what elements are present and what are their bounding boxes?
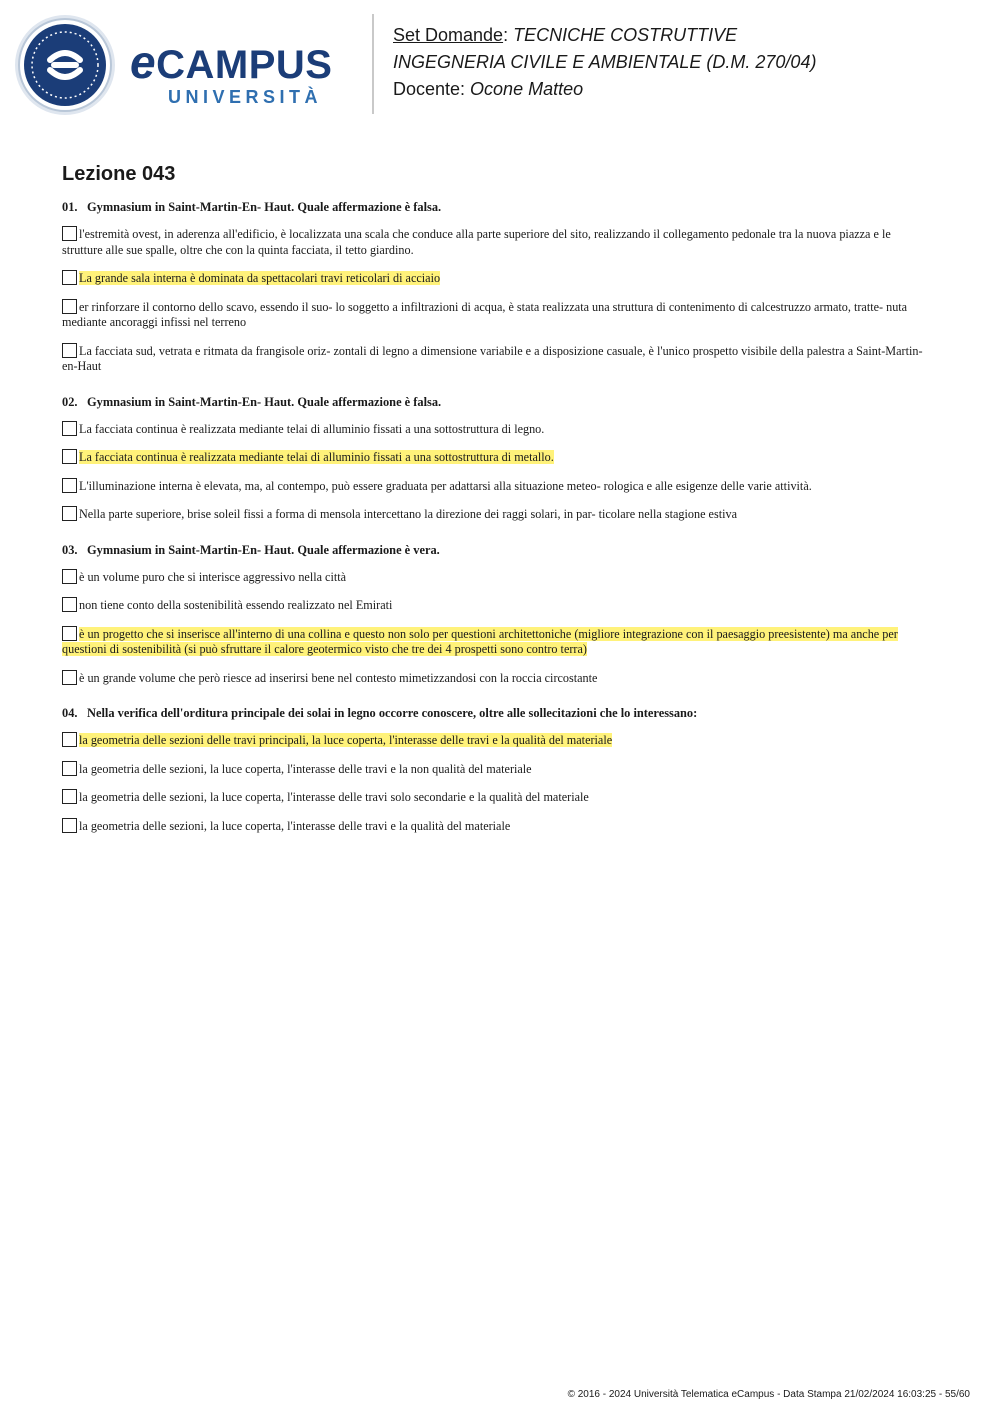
teacher-name: Ocone Matteo (470, 79, 584, 99)
question-text: 01. Gymnasium in Saint-Martin-En- Haut. Quale affermazione è falsa. (62, 200, 442, 214)
answer-checkbox[interactable] (62, 478, 77, 493)
ecampus-seal-logo (14, 14, 116, 116)
course-info: Set Domande: TECNICHE COSTRUTTIVE INGEGNERIA CIVILE E AMBIENTALE (D.M. 270/04) Docente: Ocone Matteo (393, 25, 817, 99)
answer-option: è un volume puro che si interisce aggressivo nella città (62, 569, 932, 586)
answer-option: la geometria delle sezioni, la luce coperta, l'interasse delle travi e la qualità del materiale (62, 818, 932, 835)
header-divider (372, 14, 374, 114)
question-text: 03. Gymnasium in Saint-Martin-En- Haut. Quale affermazione è vera. (62, 542, 440, 557)
question-block (62, 543, 932, 687)
answer-option: La facciata sud, vetrata e ritmata da frangisole oriz- zontali di legno a dimensione variabile e a disposizione casuale, è l'unico prospetto visibile della palestra a Saint-Martin-en-Haut (62, 343, 923, 373)
answer-checkbox[interactable] (62, 299, 77, 314)
set-label: Set Domande (393, 25, 504, 45)
course-title-line1: TECNICHE COSTRUTTIVE (513, 25, 738, 45)
course-title-line2: INGEGNERIA CIVILE E AMBIENTALE (D.M. 270/04) (393, 52, 817, 72)
question-text: 04. Nella verifica dell'orditura principale dei solai in legno occorre conoscere, oltre alle sollecitazioni che lo interessano: (62, 706, 698, 720)
answer-option: è un grande volume che però riesce ad inserirsi bene nel contesto mimetizzandosi con la roccia circostante (62, 670, 932, 687)
answer-checkbox[interactable] (62, 818, 77, 833)
answer-checkbox[interactable] (62, 670, 77, 685)
answer-checkbox[interactable] (62, 343, 77, 358)
answer-option: L'illuminazione interna è elevata, ma, al contempo, può essere graduata per adattarsi alla situazione meteo- rologica e alle esigenze delle varie attività. (62, 478, 932, 495)
ecampus-wordmark: eCAMPUS UNIVERSITÀ (130, 36, 333, 107)
answer-option-correct: la geometria delle sezioni delle travi principali, la luce coperta, l'interasse delle travi e la qualità del materiale (62, 732, 932, 749)
question-block (62, 200, 932, 375)
answer-option: non tiene conto della sostenibilità essendo realizzato nel Emirati (62, 597, 932, 614)
question-block (62, 706, 932, 834)
answer-option: Nella parte superiore, brise soleil fissi a forma di mensola intercettano la direzione dei raggi solari, in par- ticolare nella stagione estiva (62, 506, 932, 523)
answer-checkbox[interactable] (62, 506, 77, 521)
answer-checkbox[interactable] (62, 421, 77, 436)
answer-option-correct: è un progetto che si inserisce all'interno di una collina e questo non solo per questioni architettoniche (migliore integrazione con il paesaggio preesistente) ma anche per questioni di sostenibilità (si può sfruttare il calore geotermico visto che tre dei 4 prospetti sono contro terra) (62, 626, 898, 656)
answer-option-correct: La facciata continua è realizzata mediante telai di alluminio fissati a una sottostruttura di metallo. (62, 449, 932, 466)
answer-checkbox[interactable] (62, 761, 77, 776)
page-header (0, 0, 1000, 130)
answer-checkbox[interactable] (62, 226, 77, 241)
answer-checkbox[interactable] (62, 732, 77, 747)
answer-option: la geometria delle sezioni, la luce coperta, l'interasse delle travi solo secondarie e la qualità del materiale (62, 789, 932, 806)
lesson-title: Lezione 043 (62, 163, 176, 185)
answer-checkbox[interactable] (62, 449, 77, 464)
answer-checkbox[interactable] (62, 270, 77, 285)
answer-checkbox[interactable] (62, 597, 77, 612)
answer-option-correct: La grande sala interna è dominata da spettacolari travi reticolari di acciaio (62, 270, 932, 287)
answer-option: La facciata continua è realizzata mediante telai di alluminio fissati a una sottostruttura di legno. (62, 421, 932, 438)
question-block (62, 395, 932, 523)
answer-checkbox[interactable] (62, 569, 77, 584)
quiz-content (62, 160, 932, 854)
answer-option: la geometria delle sezioni, la luce coperta, l'interasse delle travi e la non qualità del materiale (62, 761, 932, 778)
answer-option: l'estremità ovest, in aderenza all'edificio, è localizzata una scala che conduce alla parte superiore del sito, realizzando il collegamento pedonale tra la nuova piazza e le strutture alle sue spalle, oltre che con la quinta facciata, il tetto giardino. (62, 227, 891, 257)
answer-checkbox[interactable] (62, 626, 77, 641)
page-footer: © 2016 - 2024 Università Telematica eCampus - Data Stampa 21/02/2024 16:03:25 - 55/60 (567, 1389, 970, 1400)
teacher-label: Docente: (393, 79, 471, 99)
answer-checkbox[interactable] (62, 789, 77, 804)
question-text: 02. Gymnasium in Saint-Martin-En- Haut. Quale affermazione è falsa. (62, 394, 442, 409)
answer-option: er rinforzare il contorno dello scavo, essendo il suo- lo soggetto a infiltrazioni di acqua, è stata realizzata una struttura di contenimento di calcestruzzo armato, tratte- nuta mediante ancoraggi infissi nel terreno (62, 299, 908, 329)
